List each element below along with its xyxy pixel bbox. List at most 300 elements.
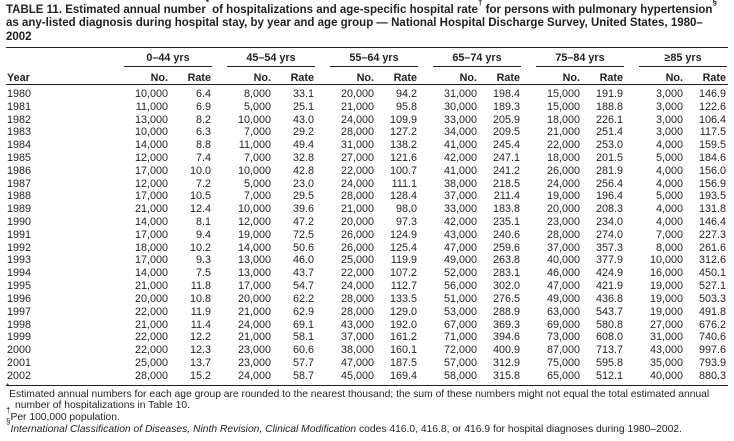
table-row <box>6 152 728 165</box>
rate-cell: 32.8 <box>293 151 315 164</box>
year-cell: 1997 <box>7 305 32 318</box>
dagger-footnote-marker: † <box>477 0 483 8</box>
rate-cell: 8.2 <box>196 113 212 126</box>
rate-cell: 193.5 <box>698 190 727 203</box>
rate-cell: 119.9 <box>390 254 418 267</box>
number-cell: 5,000 <box>655 151 684 164</box>
number-cell: 51,000 <box>443 292 478 305</box>
rate-cell: 188.8 <box>595 100 624 113</box>
rate-cell: 211.4 <box>493 190 521 203</box>
year-cell: 1999 <box>7 331 32 344</box>
no-column-header: No. <box>150 71 168 84</box>
footnote-icd-title: International Classification of Diseases, Ninth Revision, Clinical Modification <box>10 423 357 435</box>
year-cell: 1987 <box>7 177 32 190</box>
rate-cell: 436.8 <box>595 292 624 305</box>
number-cell: 53,000 <box>443 305 478 318</box>
rate-cell: 9.3 <box>196 254 212 267</box>
age-group-header: 0–44 yrs <box>110 47 213 67</box>
age-group-header: ≥85 yrs <box>625 47 728 67</box>
rate-cell: 245.4 <box>492 139 521 152</box>
number-cell: 14,000 <box>134 139 168 152</box>
rate-cell: 94.2 <box>396 87 418 100</box>
rate-cell: 189.3 <box>492 100 521 113</box>
number-cell: 3,000 <box>655 100 684 113</box>
rate-cell: 880.3 <box>698 369 727 382</box>
rate-cell: 377.9 <box>595 254 624 267</box>
year-cell: 1998 <box>7 318 32 331</box>
number-cell: 37,000 <box>546 241 581 254</box>
rate-cell: 491.8 <box>698 305 727 318</box>
number-cell: 41,000 <box>443 139 478 152</box>
number-cell: 10,000 <box>134 126 168 139</box>
rate-cell: 997.6 <box>698 344 727 357</box>
number-cell: 28,000 <box>546 228 581 241</box>
title-text-2: of hospitalizations and age-specific hospital rate <box>208 4 478 16</box>
number-cell: 67,000 <box>443 318 478 331</box>
rate-cell: 10.5 <box>190 190 212 203</box>
number-cell: 38,000 <box>340 344 375 357</box>
number-cell: 27,000 <box>649 318 684 331</box>
rate-cell: 263.8 <box>492 254 521 267</box>
rate-cell: 12.2 <box>190 331 212 344</box>
number-cell: 19,000 <box>649 292 684 305</box>
number-cell: 24,000 <box>340 280 375 293</box>
rate-cell: 302.0 <box>492 280 521 293</box>
year-cell: 1991 <box>7 228 32 241</box>
number-cell: 17,000 <box>237 280 272 293</box>
year-cell: 1993 <box>7 254 32 267</box>
number-cell: 45,000 <box>340 369 375 382</box>
number-cell: 21,000 <box>546 126 581 139</box>
number-cell: 87,000 <box>546 344 581 357</box>
number-cell: 21,000 <box>237 305 272 318</box>
number-cell: 20,000 <box>546 203 581 216</box>
rate-cell: 111.1 <box>391 177 418 190</box>
year-cell: 1982 <box>7 113 32 126</box>
year-cell: 2001 <box>7 356 32 369</box>
rate-cell: 226.1 <box>595 113 624 126</box>
number-cell: 20,000 <box>340 216 375 229</box>
rate-column-header: Rate <box>496 71 521 84</box>
number-cell: 24,000 <box>237 318 272 331</box>
rate-cell: 312.6 <box>698 254 727 267</box>
year-cell: 1988 <box>7 190 32 203</box>
number-cell: 20,000 <box>237 292 272 305</box>
rate-cell: 512.1 <box>595 369 624 382</box>
rate-cell: 98.0 <box>396 203 418 216</box>
number-cell: 5,000 <box>655 190 684 203</box>
rate-cell: 369.3 <box>492 318 521 331</box>
rate-cell: 60.6 <box>293 344 315 357</box>
rate-cell: 608.0 <box>595 331 624 344</box>
number-cell: 26,000 <box>340 228 375 241</box>
number-cell: 31,000 <box>340 139 375 152</box>
rate-column-header: Rate <box>599 71 624 84</box>
rate-cell: 251.4 <box>595 126 624 139</box>
table-row <box>6 84 728 100</box>
number-cell: 24,000 <box>237 369 272 382</box>
rate-cell: 11.4 <box>190 318 212 331</box>
number-cell: 11,000 <box>238 139 272 152</box>
asterisk-footnote-marker: * <box>205 0 209 8</box>
number-cell: 5,000 <box>243 177 272 190</box>
number-cell: 30,000 <box>443 100 478 113</box>
number-cell: 19,000 <box>237 228 272 241</box>
rate-cell: 47.2 <box>293 216 315 229</box>
number-cell: 40,000 <box>649 369 684 382</box>
number-cell: 4,000 <box>655 164 684 177</box>
rate-cell: 503.3 <box>698 292 727 305</box>
rate-cell: 23.0 <box>293 177 315 190</box>
footnote-rate-denominator <box>6 405 732 427</box>
number-cell: 8,000 <box>243 87 272 100</box>
rate-cell: 146.4 <box>698 216 727 229</box>
rate-cell: 106.4 <box>698 113 727 126</box>
rate-cell: 169.4 <box>389 369 418 382</box>
rate-cell: 234.0 <box>595 216 624 229</box>
rate-cell: 7.4 <box>196 151 212 164</box>
footnotes-section <box>6 382 732 436</box>
rate-cell: 740.6 <box>698 331 727 344</box>
rate-cell: 184.6 <box>698 151 727 164</box>
table-row <box>6 114 728 127</box>
rate-cell: 281.9 <box>595 164 624 177</box>
number-cell: 4,000 <box>655 216 684 229</box>
number-cell: 31,000 <box>649 331 684 344</box>
number-cell: 10,000 <box>237 113 272 126</box>
number-cell: 33,000 <box>443 203 478 216</box>
number-cell: 4,000 <box>655 203 684 216</box>
number-cell: 33,000 <box>443 113 478 126</box>
year-cell: 1992 <box>7 241 32 254</box>
number-cell: 21,000 <box>134 203 168 216</box>
rate-cell: 125.4 <box>389 241 418 254</box>
number-cell: 17,000 <box>134 190 168 203</box>
footnote-text: Estimated annual numbers for each age group are rounded to the nearest thousand; the sum of these numbers might not equal the total estimated annual number of hospitalizations in Table 10. <box>9 388 710 412</box>
rate-cell: 394.6 <box>492 331 521 344</box>
number-cell: 49,000 <box>546 292 581 305</box>
title-text-3: for persons with pulmonary hypertension <box>482 4 713 16</box>
rate-cell: 129.0 <box>389 305 418 318</box>
year-cell: 1996 <box>7 292 32 305</box>
number-cell: 10,000 <box>237 164 272 177</box>
rate-cell: 109.9 <box>389 113 418 126</box>
rate-cell: 6.3 <box>196 126 212 139</box>
number-cell: 18,000 <box>546 113 581 126</box>
rate-cell: 133.5 <box>389 292 418 305</box>
number-cell: 15,000 <box>546 87 581 100</box>
number-cell: 72,000 <box>443 344 478 357</box>
number-cell: 27,000 <box>340 151 375 164</box>
rate-cell: 29.5 <box>293 190 315 203</box>
asterisk-footnote-marker: * <box>6 382 10 392</box>
number-cell: 25,000 <box>340 254 375 267</box>
year-column-header: Year <box>7 71 30 84</box>
title-text-4: as any-listed diagnosis during hospital stay, by year and age group — National Hospital Discharge Survey, United States, 1980–2002 <box>6 17 703 43</box>
number-cell: 38,000 <box>443 177 478 190</box>
rate-cell: 161.2 <box>389 331 418 344</box>
number-cell: 13,000 <box>134 113 168 126</box>
rate-cell: 50.6 <box>293 241 315 254</box>
age-group-header: 75–84 yrs <box>522 47 625 67</box>
number-cell: 21,000 <box>134 280 168 293</box>
rate-cell: 209.5 <box>492 126 521 139</box>
number-cell: 63,000 <box>546 305 581 318</box>
number-cell: 37,000 <box>340 331 375 344</box>
number-cell: 69,000 <box>546 318 581 331</box>
number-cell: 42,000 <box>443 216 478 229</box>
rate-cell: 357.3 <box>595 241 624 254</box>
number-cell: 23,000 <box>237 344 272 357</box>
number-cell: 21,000 <box>340 203 375 216</box>
footnote-text: codes 416.0, 416.8, or 416.9 for hospital diagnoses during 1980–2002. <box>356 423 682 435</box>
rate-cell: 201.5 <box>595 151 624 164</box>
number-cell: 7,000 <box>243 190 272 203</box>
number-cell: 40,000 <box>546 254 581 267</box>
number-cell: 52,000 <box>443 267 478 280</box>
number-cell: 14,000 <box>237 241 272 254</box>
rate-cell: 283.1 <box>492 267 521 280</box>
rate-cell: 274.0 <box>595 228 624 241</box>
number-cell: 14,000 <box>134 216 168 229</box>
rate-cell: 131.8 <box>698 203 727 216</box>
table-row <box>6 242 728 255</box>
rate-cell: 793.9 <box>698 356 727 369</box>
rate-cell: 107.2 <box>389 267 418 280</box>
rate-cell: 10.8 <box>190 292 212 305</box>
rate-column-header: Rate <box>393 71 418 84</box>
rate-cell: 10.2 <box>190 241 212 254</box>
rate-cell: 156.9 <box>698 177 727 190</box>
number-cell: 12,000 <box>134 151 168 164</box>
number-cell: 17,000 <box>134 254 168 267</box>
age-group-header: 45–54 yrs <box>213 47 316 67</box>
number-cell: 23,000 <box>546 216 581 229</box>
age-group-header: 55–64 yrs <box>316 47 419 67</box>
rate-cell: 138.2 <box>389 139 418 152</box>
rate-cell: 595.8 <box>595 356 624 369</box>
rate-cell: 58.1 <box>293 331 315 344</box>
number-cell: 21,000 <box>237 331 272 344</box>
number-cell: 24,000 <box>546 177 581 190</box>
year-cell: 1995 <box>7 280 32 293</box>
table-row <box>6 254 728 267</box>
number-cell: 71,000 <box>443 331 478 344</box>
number-cell: 20,000 <box>340 87 375 100</box>
number-cell: 43,000 <box>649 344 684 357</box>
dagger-footnote-marker: † <box>6 405 11 415</box>
number-cell: 22,000 <box>546 139 581 152</box>
rate-cell: 9.4 <box>196 228 212 241</box>
rate-cell: 450.1 <box>698 267 727 280</box>
number-cell: 49,000 <box>443 254 478 267</box>
number-cell: 47,000 <box>443 241 478 254</box>
empty-corner-cell <box>6 47 110 67</box>
year-cell: 1981 <box>7 100 32 113</box>
number-cell: 42,000 <box>443 151 478 164</box>
no-column-header: No. <box>356 71 375 84</box>
rate-cell: 159.5 <box>698 139 727 152</box>
rate-cell: 11.8 <box>190 280 212 293</box>
rate-cell: 156.0 <box>698 164 727 177</box>
rate-cell: 312.9 <box>492 356 521 369</box>
number-cell: 35,000 <box>649 356 684 369</box>
number-cell: 47,000 <box>546 280 581 293</box>
rate-cell: 527.1 <box>698 280 727 293</box>
year-cell: 2000 <box>7 344 32 357</box>
number-cell: 56,000 <box>443 280 478 293</box>
table-row <box>6 280 728 293</box>
year-cell: 1994 <box>7 267 32 280</box>
rate-cell: 6.9 <box>196 100 212 113</box>
rate-cell: 543.7 <box>595 305 624 318</box>
number-cell: 37,000 <box>443 190 478 203</box>
rate-cell: 256.4 <box>595 177 624 190</box>
rate-cell: 33.1 <box>293 87 315 100</box>
rate-cell: 121.6 <box>389 151 418 164</box>
number-cell: 22,000 <box>134 331 168 344</box>
number-cell: 41,000 <box>443 164 478 177</box>
number-cell: 18,000 <box>546 151 581 164</box>
number-cell: 21,000 <box>340 100 375 113</box>
rate-cell: 29.2 <box>293 126 315 139</box>
rate-cell: 6.4 <box>196 87 212 100</box>
rate-cell: 196.4 <box>595 190 624 203</box>
rate-cell: 421.9 <box>595 280 624 293</box>
number-cell: 22,000 <box>134 344 168 357</box>
rate-cell: 62.2 <box>293 292 315 305</box>
table-title <box>6 0 728 44</box>
number-cell: 19,000 <box>546 190 581 203</box>
rate-cell: 100.7 <box>389 164 418 177</box>
table-row <box>6 267 728 280</box>
year-cell: 2002 <box>7 369 32 382</box>
table-row <box>6 344 728 357</box>
number-cell: 34,000 <box>443 126 478 139</box>
number-cell: 7,000 <box>243 126 272 139</box>
year-cell: 1986 <box>7 164 32 177</box>
year-cell: 1980 <box>7 87 32 100</box>
section-footnote-marker: § <box>6 417 11 427</box>
rate-cell: 247.1 <box>492 151 521 164</box>
number-cell: 31,000 <box>443 87 478 100</box>
number-cell: 12,000 <box>237 216 272 229</box>
rate-cell: 49.4 <box>293 139 315 152</box>
number-cell: 10,000 <box>649 254 684 267</box>
number-cell: 17,000 <box>134 164 168 177</box>
number-cell: 28,000 <box>340 305 375 318</box>
number-cell: 47,000 <box>340 356 375 369</box>
number-cell: 43,000 <box>340 318 375 331</box>
table-row <box>6 178 728 191</box>
number-cell: 13,000 <box>237 267 272 280</box>
rate-cell: 15.2 <box>190 369 212 382</box>
rate-cell: 424.9 <box>595 267 624 280</box>
number-cell: 12,000 <box>134 177 168 190</box>
number-cell: 58,000 <box>443 369 478 382</box>
rate-cell: 10.0 <box>190 164 212 177</box>
number-cell: 28,000 <box>134 369 168 382</box>
hospitalization-table <box>6 47 728 386</box>
rate-cell: 7.2 <box>196 177 212 190</box>
number-cell: 3,000 <box>655 87 684 100</box>
number-cell: 25,000 <box>134 356 168 369</box>
age-group-header: 65–74 yrs <box>419 47 522 67</box>
number-cell: 18,000 <box>134 241 168 254</box>
number-cell: 19,000 <box>649 280 684 293</box>
number-cell: 57,000 <box>443 356 478 369</box>
rate-cell: 205.9 <box>492 113 521 126</box>
table-row <box>6 139 728 152</box>
column-header-row <box>6 67 728 85</box>
rate-cell: 13.7 <box>190 356 212 369</box>
table-row <box>6 370 728 385</box>
rate-column-header: Rate <box>290 71 315 84</box>
rate-column-header: Rate <box>187 71 212 84</box>
rate-cell: 128.4 <box>389 190 418 203</box>
number-cell: 3,000 <box>655 113 684 126</box>
table-row <box>6 293 728 306</box>
rate-cell: 54.7 <box>293 280 315 293</box>
rate-cell: 208.3 <box>595 203 624 216</box>
rate-cell: 580.8 <box>595 318 624 331</box>
number-cell: 28,000 <box>340 190 375 203</box>
rate-cell: 58.7 <box>293 369 315 382</box>
rate-cell: 146.9 <box>698 87 727 100</box>
rate-cell: 241.2 <box>492 164 521 177</box>
number-cell: 16,000 <box>649 267 684 280</box>
table-row <box>6 101 728 114</box>
rate-cell: 713.7 <box>595 344 624 357</box>
number-cell: 8,000 <box>655 241 684 254</box>
number-cell: 22,000 <box>134 305 168 318</box>
number-cell: 22,000 <box>340 267 375 280</box>
rate-cell: 57.7 <box>293 356 315 369</box>
footnote-estimates <box>6 382 732 412</box>
rate-cell: 43.0 <box>293 113 315 126</box>
table-row <box>6 229 728 242</box>
number-cell: 3,000 <box>655 126 684 139</box>
rate-cell: 192.0 <box>389 318 418 331</box>
no-column-header: No. <box>665 71 684 84</box>
rate-cell: 400.9 <box>492 344 521 357</box>
number-cell: 19,000 <box>649 305 684 318</box>
rate-cell: 25.1 <box>293 100 315 113</box>
table-row <box>6 306 728 319</box>
age-group-header-row <box>6 47 728 67</box>
rate-cell: 62.9 <box>293 305 315 318</box>
rate-cell: 235.1 <box>492 216 521 229</box>
rate-cell: 187.5 <box>389 356 418 369</box>
rate-cell: 253.0 <box>595 139 624 152</box>
rate-cell: 8.8 <box>196 139 212 152</box>
number-cell: 75,000 <box>546 356 581 369</box>
rate-cell: 676.2 <box>698 318 727 331</box>
rate-cell: 218.5 <box>492 177 521 190</box>
number-cell: 23,000 <box>237 356 272 369</box>
rate-cell: 183.8 <box>492 203 521 216</box>
rate-cell: 122.6 <box>698 100 727 113</box>
number-cell: 10,000 <box>237 203 272 216</box>
section-footnote-marker: § <box>712 0 717 8</box>
rate-cell: 261.6 <box>698 241 727 254</box>
rate-cell: 227.3 <box>698 228 727 241</box>
rate-cell: 240.6 <box>492 228 521 241</box>
number-cell: 28,000 <box>340 126 375 139</box>
table-row <box>6 331 728 344</box>
number-cell: 5,000 <box>243 100 272 113</box>
number-cell: 20,000 <box>134 292 168 305</box>
